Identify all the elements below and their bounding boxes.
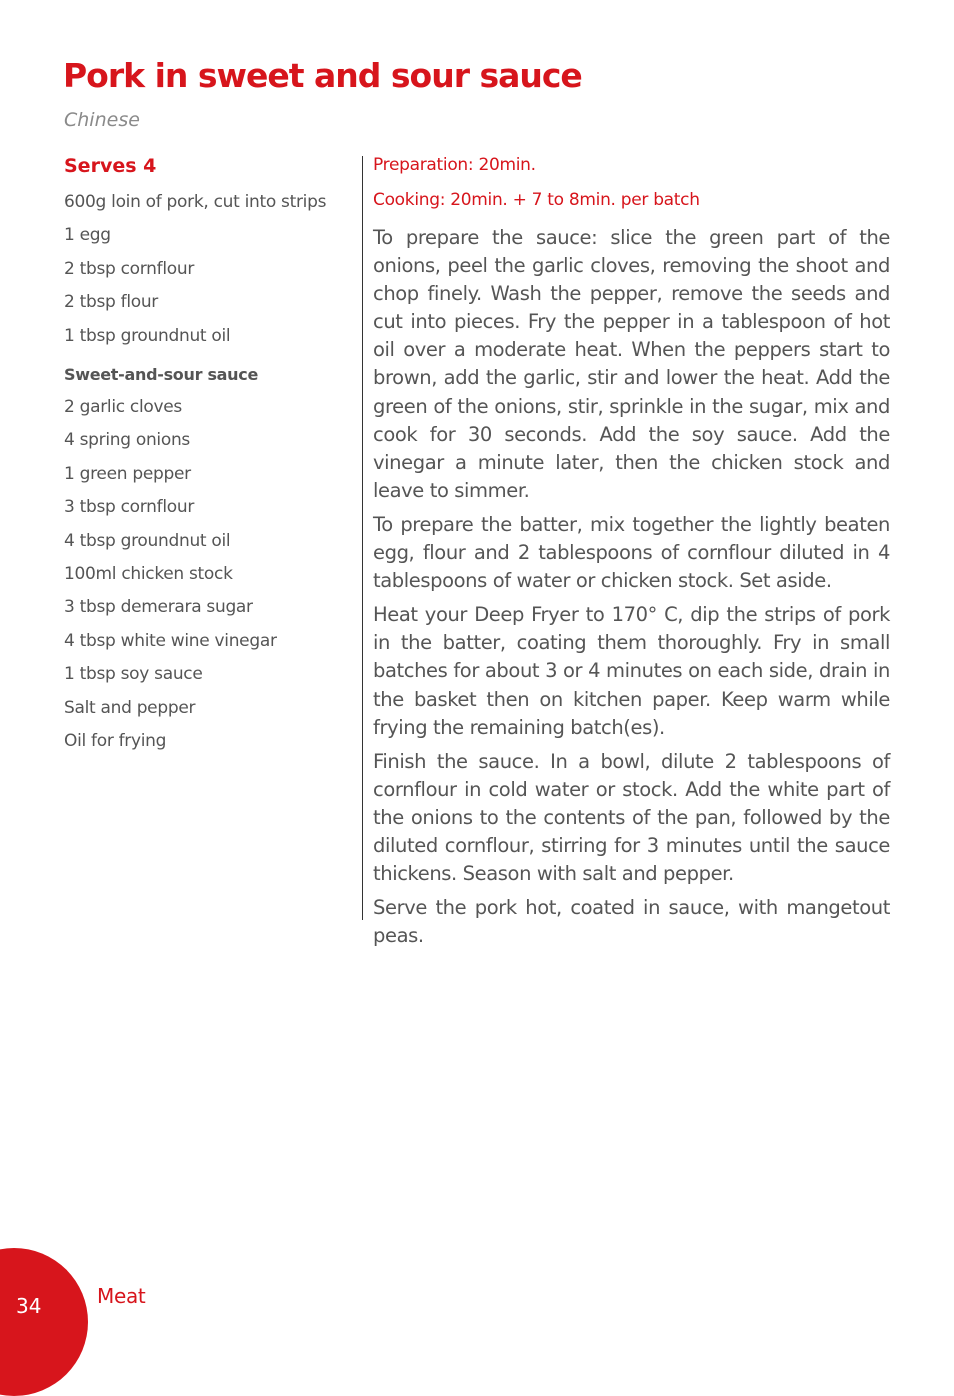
ingredient-item: 2 tbsp cornflour xyxy=(64,258,195,279)
sauce-ingredient-item: 4 tbsp groundnut oil xyxy=(64,530,231,551)
sauce-ingredient-item: Salt and pepper xyxy=(64,697,196,718)
ingredient-item: 1 egg xyxy=(64,225,111,246)
ingredient-item: 2 tbsp flour xyxy=(64,292,159,313)
sauce-ingredient-item: 1 green pepper xyxy=(64,463,191,484)
recipe-title: Pork in sweet and sour sauce xyxy=(63,56,582,95)
sauce-subheading: Sweet-and-sour sauce xyxy=(64,365,258,385)
method-paragraph: Serve the pork hot, coated in sauce, with mangetout peas. xyxy=(373,896,890,948)
cuisine-label: Chinese xyxy=(64,109,140,131)
sauce-ingredient-item: Oil for frying xyxy=(64,731,167,752)
column-divider xyxy=(362,156,363,920)
page-number-tab xyxy=(0,1248,88,1396)
preparation-time: Preparation: 20min. xyxy=(373,155,536,175)
section-label: Meat xyxy=(97,1284,146,1308)
sauce-ingredient-item: 100ml chicken stock xyxy=(64,564,233,585)
method-paragraph: Finish the sauce. In a bowl, dilute 2 tablespoons of cornflour in cold water or stock. Add the white part of the onions to the contents of the pan, followed by the diluted cornflour, stirring for 3 minutes until the sauce thickens. Season with salt and pepper. xyxy=(373,749,890,886)
ingredient-item: 600g loin of pork, cut into strips xyxy=(64,192,327,212)
sauce-ingredient-item: 4 spring onions xyxy=(64,430,190,451)
cooking-time: Cooking: 20min. + 7 to 8min. per batch xyxy=(373,190,700,210)
method-column xyxy=(373,152,890,956)
serves-heading: Serves 4 xyxy=(64,155,157,177)
page-number: 34 xyxy=(16,1294,42,1318)
ingredient-item: 1 tbsp groundnut oil xyxy=(64,325,231,346)
sauce-ingredient-item: 3 tbsp demerara sugar xyxy=(64,597,253,618)
sauce-ingredient-item: 4 tbsp white wine vinegar xyxy=(64,630,277,651)
method-paragraph: To prepare the sauce: slice the green part of the onions, peel the garlic cloves, removing the shoot and chop finely. Wash the pepper, remove the seeds and cut into pieces. Fry the pepper in a tablespoon of hot oil over a moderate heat. When the peppers start to brown, add the garlic, stir and lower the heat. Add the green of the onions, stir, sprinkle in the sugar, mix and cook for 30 seconds. Add the soy sauce. Add the vinegar a minute later, then the chicken stock and leave to simmer. xyxy=(373,226,890,502)
method-paragraph: Heat your Deep Fryer to 170° C, dip the strips of pork in the batter, coating them thoroughly. Fry in small batches for about 3 or 4 minutes on each side, drain in the basket then on kitchen paper. Keep warm while frying the remaining batch(es). xyxy=(373,603,890,739)
ingredients-column xyxy=(64,152,349,759)
sauce-ingredient-item: 2 garlic cloves xyxy=(64,397,182,418)
sauce-ingredient-item: 1 tbsp soy sauce xyxy=(64,664,203,685)
sauce-ingredient-item: 3 tbsp cornflour xyxy=(64,497,195,518)
method-paragraph: To prepare the batter, mix together the lightly beaten egg, flour and 2 tablespoons of cornflour diluted in 4 tablespoons of water or chicken stock. Set aside. xyxy=(373,512,890,593)
